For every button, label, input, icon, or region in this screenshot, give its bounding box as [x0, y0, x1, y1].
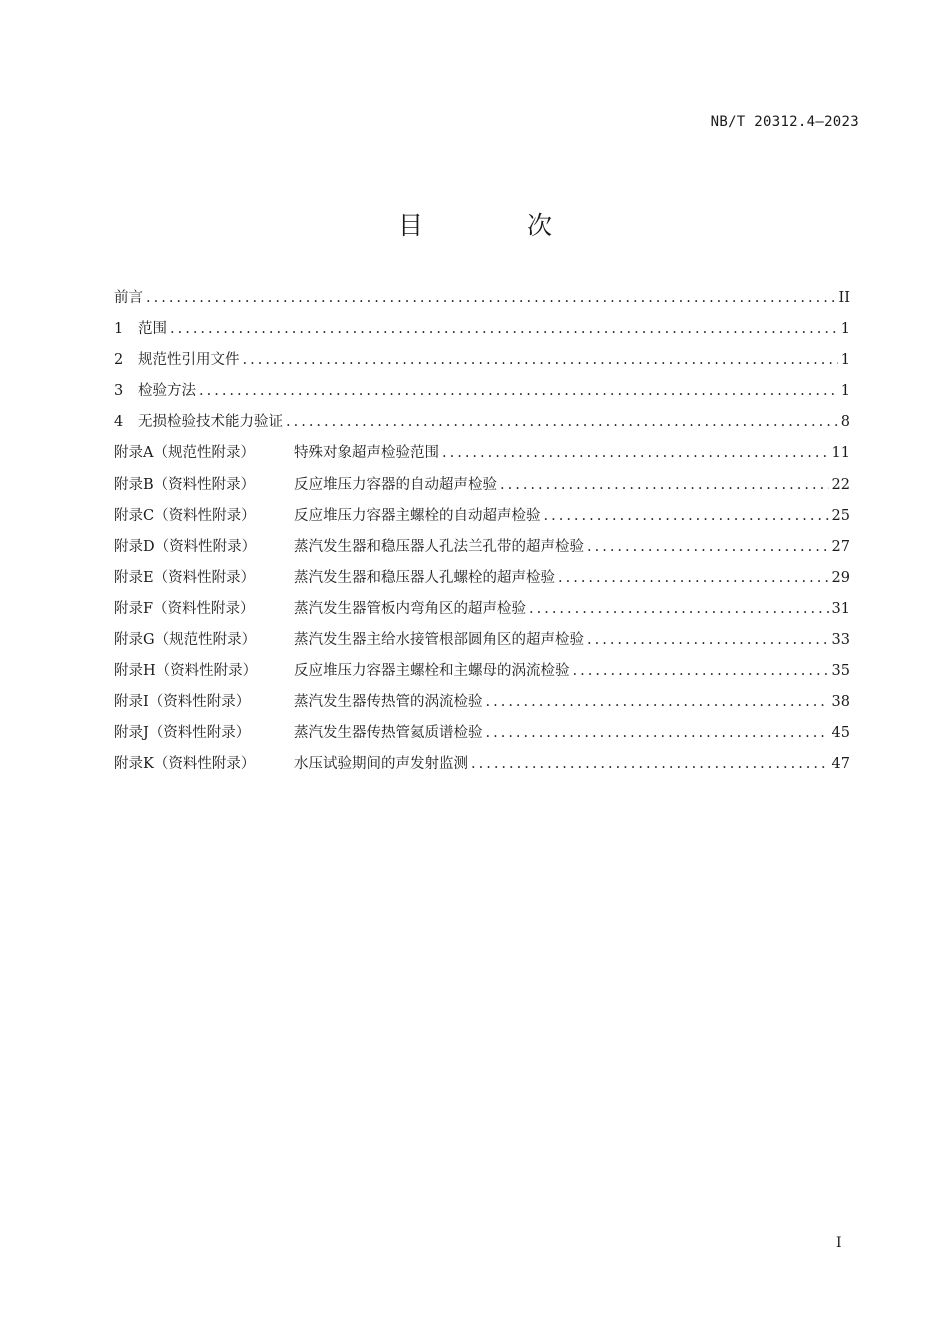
- table-of-contents: [114, 283, 850, 781]
- toc-entry-page: 8: [840, 414, 850, 431]
- dot-leader: [486, 687, 829, 718]
- toc-entry-title: 水压试验期间的声发射监测: [294, 756, 468, 773]
- appendix-label: 附录E（资料性附录）: [114, 569, 256, 586]
- toc-entry-title: 范围: [138, 321, 167, 338]
- toc-entry-page: 11: [831, 445, 850, 462]
- toc-entry-title: 蒸汽发生器和稳压器人孔法兰孔带的超声检验: [294, 538, 584, 555]
- toc-entry-page: 1: [840, 352, 850, 369]
- appendix-label: 附录F（资料性附录）: [114, 600, 255, 617]
- toc-entry-chapter-2[interactable]: [114, 345, 850, 376]
- dot-leader: [243, 345, 838, 376]
- appendix-label: 附录I（资料性附录）: [114, 694, 251, 711]
- toc-entry-page: 27: [831, 538, 850, 555]
- dot-leader: [486, 718, 829, 749]
- toc-entry-title: 蒸汽发生器管板内弯角区的超声检验: [294, 600, 526, 617]
- appendix-label: 附录C（资料性附录）: [114, 507, 256, 524]
- toc-entry-page: 31: [831, 600, 850, 617]
- dot-leader: [558, 563, 829, 594]
- toc-entry-appendix-f[interactable]: [114, 594, 850, 625]
- toc-entry-page: 33: [831, 632, 850, 649]
- toc-entry-chapter-1[interactable]: [114, 314, 850, 345]
- toc-entry-title: 反应堆压力容器主螺栓的自动超声检验: [294, 507, 541, 524]
- toc-entry-number: 4: [114, 414, 124, 431]
- toc-entry-appendix-h[interactable]: [114, 656, 850, 687]
- toc-entry-page: II: [838, 290, 850, 306]
- toc-entry-chapter-4[interactable]: [114, 407, 850, 438]
- toc-entry-title: 无损检验技术能力验证: [138, 414, 283, 431]
- appendix-label: 附录A（规范性附录）: [114, 445, 255, 462]
- dot-leader: [573, 656, 829, 687]
- dot-leader: [471, 749, 829, 780]
- toc-entry-foreword[interactable]: [114, 283, 850, 314]
- page-title: 目 次: [398, 211, 600, 240]
- toc-entry-page: 45: [831, 725, 850, 742]
- document-code: NB/T 20312.4—2023: [710, 114, 859, 130]
- toc-entry-appendix-e[interactable]: [114, 563, 850, 594]
- toc-entry-appendix-a[interactable]: [114, 438, 850, 469]
- toc-entry-title: 蒸汽发生器传热管氦质谱检验: [294, 725, 483, 742]
- toc-entry-appendix-c[interactable]: [114, 501, 850, 532]
- toc-entry-appendix-k[interactable]: [114, 749, 850, 780]
- dot-leader: [500, 470, 829, 501]
- appendix-label: 附录H（资料性附录）: [114, 663, 258, 680]
- toc-entry-appendix-b[interactable]: [114, 470, 850, 501]
- toc-entry-number: 2: [114, 352, 124, 369]
- toc-entry-page: 1: [840, 321, 850, 338]
- appendix-label: 附录B（资料性附录）: [114, 476, 256, 493]
- toc-entry-title: 特殊对象超声检验范围: [294, 445, 439, 462]
- toc-entry-appendix-j[interactable]: [114, 718, 850, 749]
- toc-entry-title: 蒸汽发生器主给水接管根部圆角区的超声检验: [294, 632, 584, 649]
- dot-leader: [529, 594, 829, 625]
- appendix-label: 附录K（资料性附录）: [114, 756, 256, 773]
- dot-leader: [544, 501, 829, 532]
- toc-entry-title: 蒸汽发生器和稳压器人孔螺栓的超声检验: [294, 569, 555, 586]
- toc-entry-title: 前言: [114, 290, 143, 306]
- dot-leader: [587, 532, 829, 563]
- toc-entry-chapter-3[interactable]: [114, 376, 850, 407]
- dot-leader: [286, 407, 838, 438]
- toc-entry-page: 22: [831, 476, 850, 493]
- toc-entry-title: 规范性引用文件: [138, 352, 240, 369]
- toc-entry-title: 反应堆压力容器的自动超声检验: [294, 476, 497, 493]
- toc-entry-page: 35: [831, 663, 850, 680]
- appendix-label: 附录G（规范性附录）: [114, 632, 257, 649]
- page-number: I: [836, 1235, 842, 1251]
- dot-leader: [170, 314, 838, 345]
- toc-entry-title: 反应堆压力容器主螺栓和主螺母的涡流检验: [294, 663, 570, 680]
- appendix-label: 附录J（资料性附录）: [114, 725, 251, 742]
- toc-entry-page: 29: [831, 569, 850, 586]
- toc-entry-title: 蒸汽发生器传热管的涡流检验: [294, 694, 483, 711]
- appendix-label: 附录D（资料性附录）: [114, 538, 257, 555]
- toc-entry-page: 1: [840, 383, 850, 400]
- toc-entry-appendix-g[interactable]: [114, 625, 850, 656]
- dot-leader: [442, 438, 829, 469]
- toc-entry-appendix-d[interactable]: [114, 532, 850, 563]
- dot-leader: [199, 376, 838, 407]
- dot-leader: [587, 625, 829, 656]
- toc-entry-number: 1: [114, 321, 124, 338]
- toc-entry-page: 38: [831, 694, 850, 711]
- toc-entry-title: 检验方法: [138, 383, 196, 400]
- toc-entry-page: 47: [831, 756, 850, 773]
- dot-leader: [146, 283, 836, 314]
- toc-entry-page: 25: [831, 507, 850, 524]
- toc-entry-appendix-i[interactable]: [114, 687, 850, 718]
- toc-entry-number: 3: [114, 383, 124, 400]
